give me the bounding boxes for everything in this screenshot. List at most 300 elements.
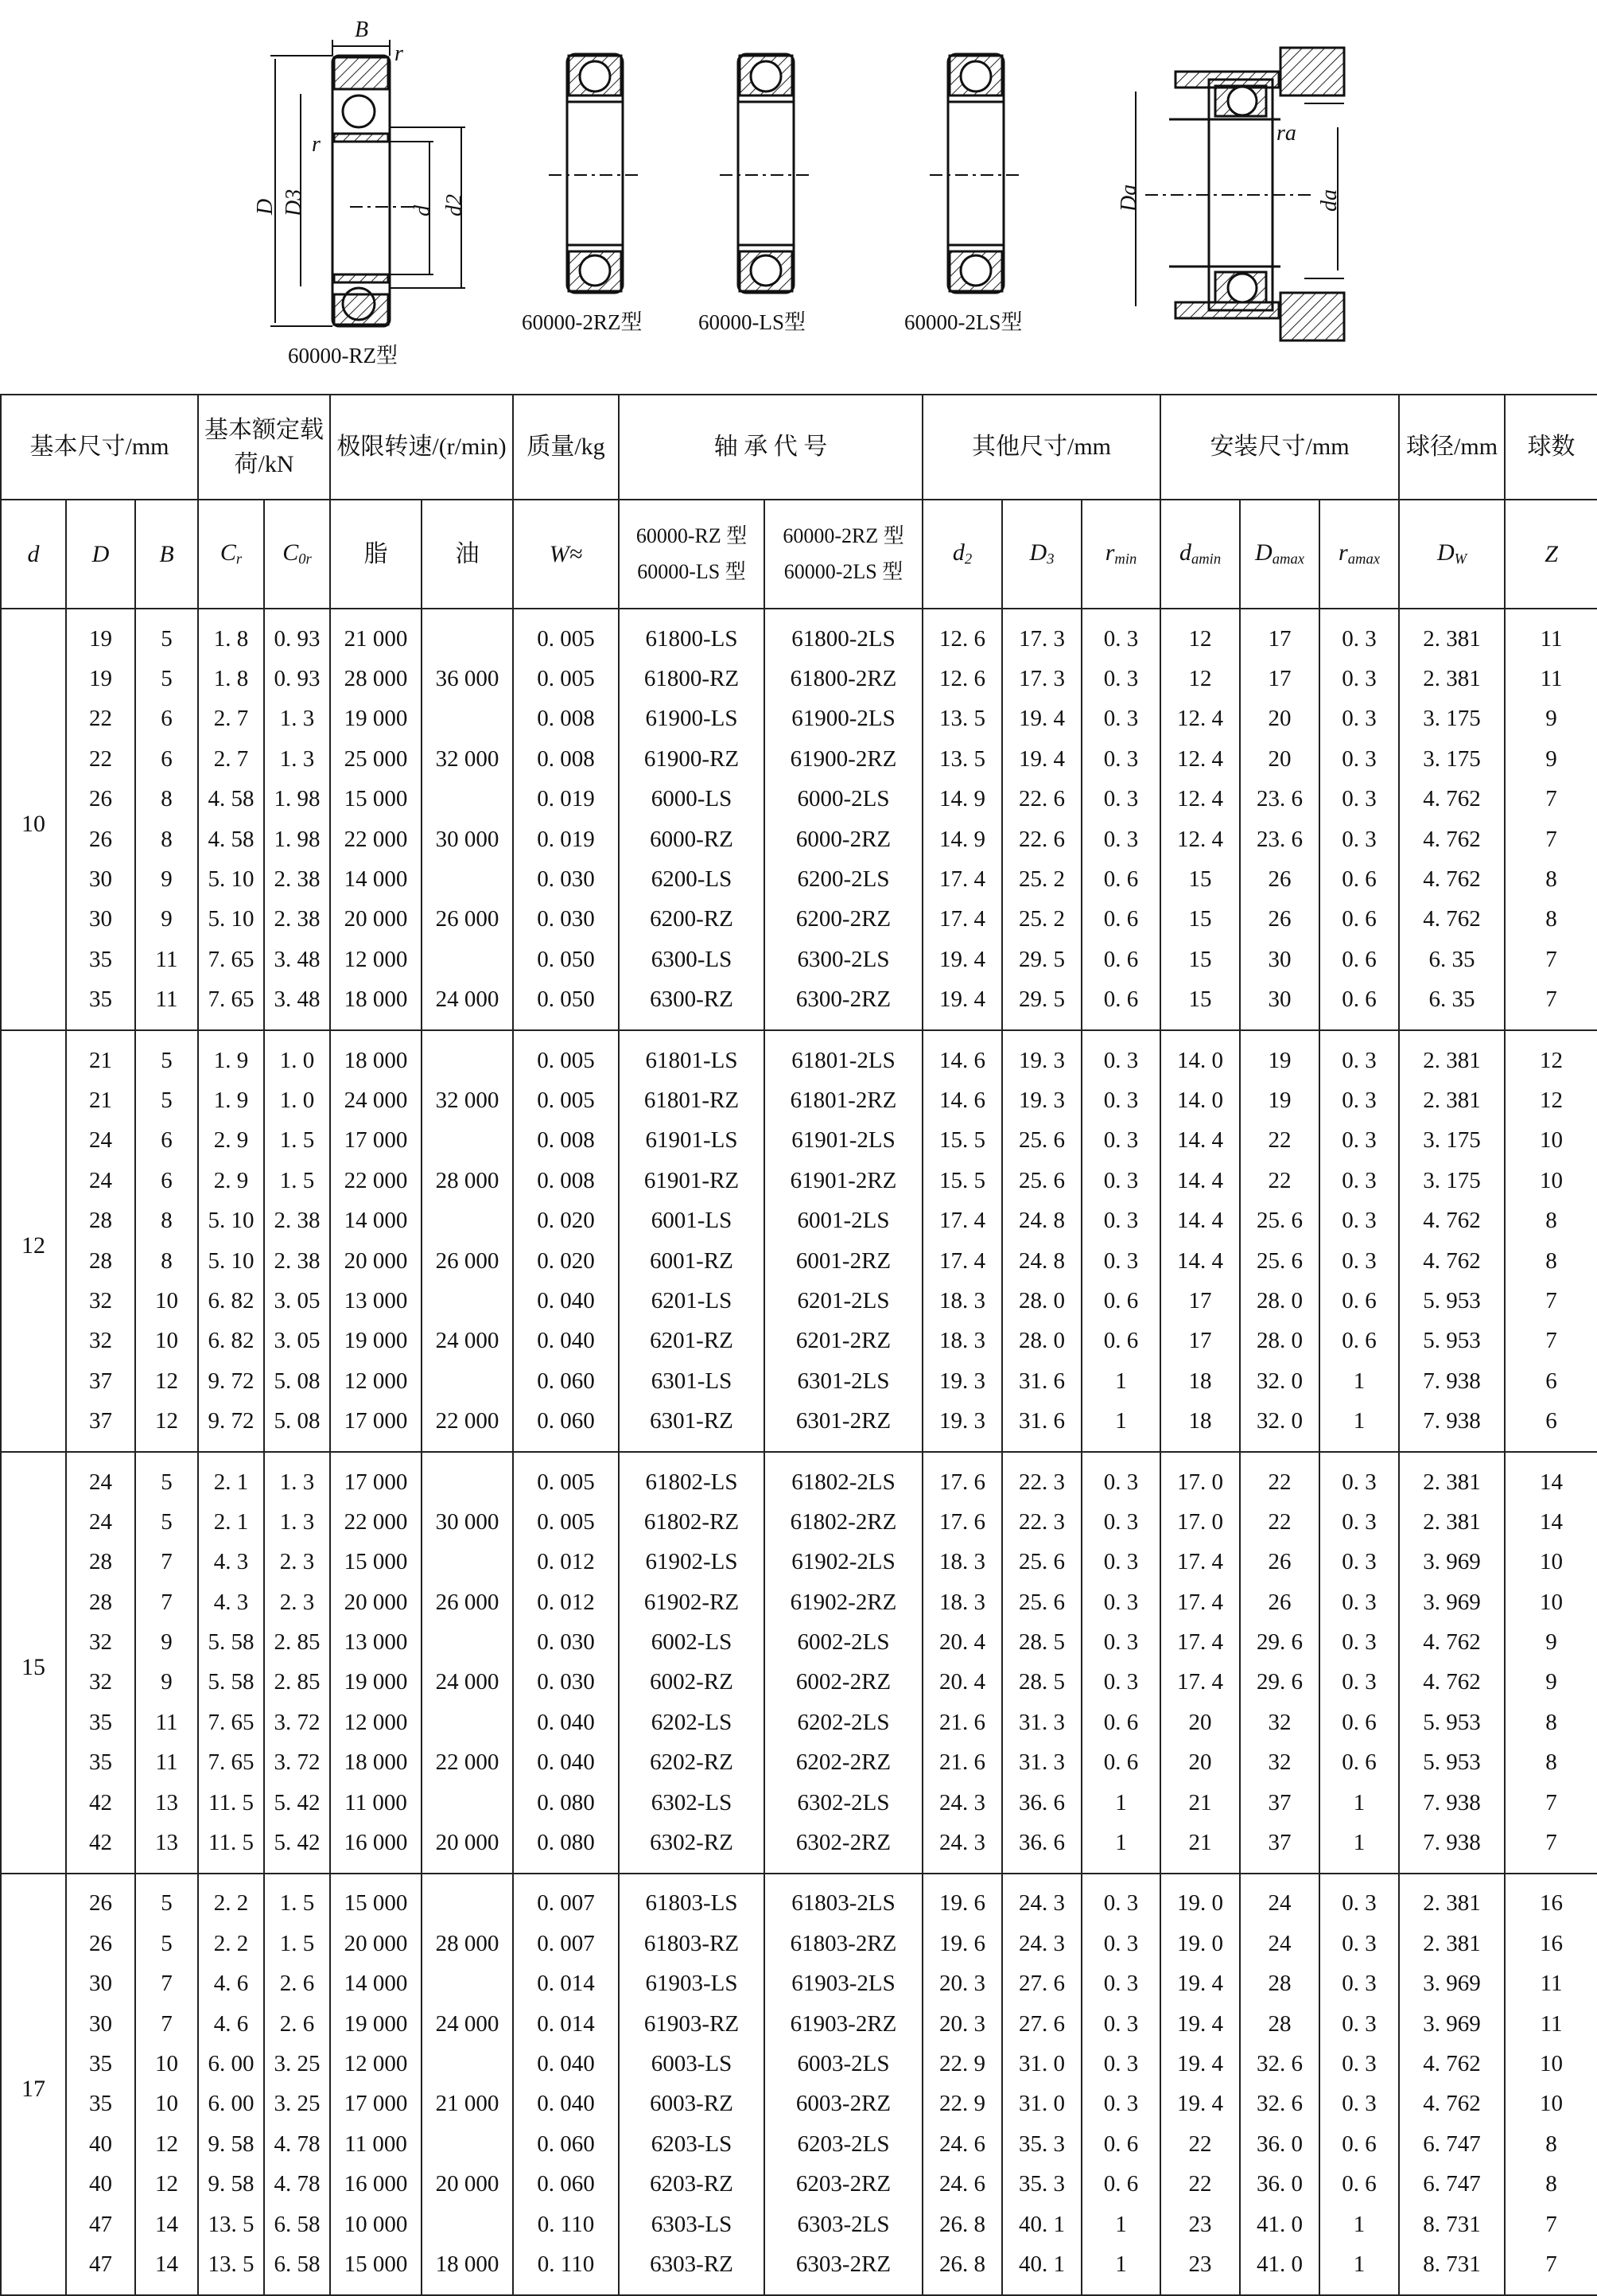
table-cell: 0. 005 [513,659,619,699]
table-cell: 8 [1505,900,1597,940]
sub-cr: $C_r$ [198,500,264,609]
table-cell: 7 [1505,1783,1597,1823]
table-cell [422,859,513,899]
table-cell: 12 [1160,609,1240,659]
table-cell: 18 [1160,1361,1240,1401]
table-cell: 61903-LS [619,1964,764,2004]
table-cell: 19. 4 [923,940,1002,979]
table-cell: 0. 040 [513,2084,619,2124]
table-cell: 0. 3 [1082,1622,1160,1662]
table-cell: 1. 98 [264,819,330,859]
table-cell: 28. 5 [1002,1622,1082,1662]
table-cell: 4. 762 [1399,1201,1505,1240]
table-cell [422,1030,513,1080]
table-cell: 40. 1 [1002,2205,1082,2244]
table-cell: 10 [135,1281,198,1321]
table-cell: 28 000 [330,659,422,699]
table-cell: 28 000 [422,1924,513,1963]
table-cell: 18 000 [330,980,422,1030]
table-cell: 12. 4 [1160,819,1240,859]
table-cell: 0. 3 [1319,1663,1399,1703]
table-cell: 5. 42 [264,1823,330,1873]
table-cell: 6200-2LS [764,859,923,899]
table-cell: 4. 58 [198,780,264,819]
table-cell: 19 [1240,1030,1319,1080]
table-cell: 0. 3 [1319,2044,1399,2084]
table-cell: 6303-RZ [619,2244,764,2294]
table-cell: 19 000 [330,699,422,739]
label-da-big: Da [1117,184,1141,212]
table-cell: 12 000 [330,2044,422,2084]
table-cell: 1. 5 [264,1924,330,1963]
table-cell: 8 [1505,1743,1597,1783]
table-cell: 1 [1082,1823,1160,1873]
table-cell: 0. 3 [1319,1543,1399,1582]
table-cell: 19 [66,609,135,659]
table-cell: 2. 7 [198,699,264,739]
sub-d: d [1,500,66,609]
table-cell: 61900-2RZ [764,739,923,779]
table-cell: 0. 3 [1319,1201,1399,1240]
table-cell: 6000-2LS [764,780,923,819]
table-cell: 31. 6 [1002,1401,1082,1451]
table-cell: 47 [66,2205,135,2244]
table-cell: 22 [1240,1502,1319,1542]
table-cell: 0. 060 [513,2164,619,2204]
table-cell: 22 [66,699,135,739]
table-cell: 18. 3 [923,1543,1002,1582]
table-cell: 0. 3 [1082,699,1160,739]
table-cell: 0. 3 [1082,2044,1160,2084]
sub-code-2: 60000-2RZ 型 60000-2LS 型 [764,500,923,609]
table-row [1,659,1597,699]
sub-dw: $D_W$ [1399,500,1505,609]
table-cell: 0. 3 [1082,739,1160,779]
table-cell: 24. 8 [1002,1201,1082,1240]
table-row [1,1823,1597,1873]
table-cell: 0. 3 [1082,1452,1160,1502]
table-cell: 10 [135,1321,198,1361]
table-cell: 14. 0 [1160,1080,1240,1120]
table-cell: 14 [135,2205,198,2244]
cell-bore-d: 10 [1,609,66,1030]
table-cell: 22. 3 [1002,1452,1082,1502]
table-cell: 6202-2LS [764,1703,923,1742]
table-row [1,1543,1597,1582]
table-cell: 5 [135,609,198,659]
table-cell: 1. 5 [264,1161,330,1201]
table-cell: 6300-RZ [619,980,764,1030]
table-cell: 7. 65 [198,1703,264,1742]
header-load-rating: 基本额定载荷/kN [198,395,330,500]
table-cell: 6001-2LS [764,1201,923,1240]
table-cell: 20 000 [330,1582,422,1622]
table-cell: 7 [1505,940,1597,979]
table-cell: 29. 5 [1002,940,1082,979]
table-cell: 6201-RZ [619,1321,764,1361]
table-cell: 0. 007 [513,1924,619,1963]
table-cell: 32 000 [422,739,513,779]
table-cell: 61900-LS [619,699,764,739]
table-cell: 6203-2RZ [764,2164,923,2204]
table-cell: 18. 3 [923,1281,1002,1321]
table-cell: 6300-2RZ [764,980,923,1030]
table-cell: 5 [135,1874,198,1924]
table-cell: 0. 3 [1319,1241,1399,1281]
table-cell: 0. 020 [513,1241,619,1281]
table-cell: 37 [1240,1823,1319,1873]
table-cell: 0. 020 [513,1201,619,1240]
header-speed-limit: 极限转速/(r/min) [330,395,513,500]
table-cell: 0. 005 [513,1502,619,1542]
table-cell: 19. 4 [923,980,1002,1030]
table-cell: 11 [1505,2004,1597,2044]
table-cell: 42 [66,1783,135,1823]
table-cell: 1. 3 [264,699,330,739]
table-cell: 5 [135,1030,198,1080]
table-cell: 8 [1505,859,1597,899]
table-cell [422,2205,513,2244]
table-cell: 3. 175 [1399,699,1505,739]
table-cell: 19. 4 [1160,2004,1240,2044]
table-cell: 7. 938 [1399,1361,1505,1401]
table-cell: 20 [1160,1703,1240,1742]
table-cell: 32 [66,1321,135,1361]
table-cell [422,780,513,819]
table-cell: 1 [1082,2205,1160,2244]
table-cell: 0. 6 [1082,859,1160,899]
table-cell: 30 [66,900,135,940]
table-cell: 3. 48 [264,940,330,979]
table-cell: 61800-LS [619,609,764,659]
table-cell: 11. 5 [198,1783,264,1823]
table-cell: 0. 3 [1319,1502,1399,1542]
table-cell: 0. 3 [1319,1080,1399,1120]
table-cell [422,1964,513,2004]
table-cell: 3. 969 [1399,1964,1505,2004]
table-cell: 2. 9 [198,1161,264,1201]
table-cell: 61801-2RZ [764,1080,923,1120]
table-row [1,609,1597,659]
table-cell: 5 [135,1452,198,1502]
table-cell: 14 000 [330,1964,422,2004]
table-cell: 1. 8 [198,609,264,659]
table-cell: 9 [135,900,198,940]
table-row [1,1582,1597,1622]
table-cell: 24. 3 [923,1783,1002,1823]
table-cell: 9 [1505,739,1597,779]
table-cell: 0. 6 [1319,859,1399,899]
table-cell: 2. 381 [1399,1030,1505,1080]
table-cell: 6300-2LS [764,940,923,979]
table-cell: 6. 00 [198,2044,264,2084]
table-cell: 5. 10 [198,859,264,899]
table-cell: 15 [1160,940,1240,979]
table-cell: 0. 040 [513,1321,619,1361]
table-cell: 20. 4 [923,1622,1002,1662]
table-cell: 7 [135,1964,198,2004]
table-cell: 0. 014 [513,2004,619,2044]
table-cell: 32 [66,1281,135,1321]
table-cell: 9 [1505,1663,1597,1703]
table-cell: 12 [1160,659,1240,699]
table-cell: 7 [135,2004,198,2044]
table-cell [422,2124,513,2164]
table-cell: 25. 6 [1240,1201,1319,1240]
caption-rz: 60000-RZ型 [288,344,398,368]
table-cell: 2. 38 [264,859,330,899]
label-r-top: r [394,41,403,66]
table-cell: 61800-2RZ [764,659,923,699]
table-cell: 5 [135,659,198,699]
table-cell: 0. 6 [1319,1281,1399,1321]
table-cell: 9. 58 [198,2124,264,2164]
table-cell: 6302-RZ [619,1823,764,1873]
table-cell: 29. 5 [1002,980,1082,1030]
header-basic-size: 基本尺寸/mm [1,395,198,500]
table-cell: 12. 4 [1160,699,1240,739]
table-cell: 14 [135,2244,198,2294]
table-cell: 0. 040 [513,1281,619,1321]
table-cell: 6. 35 [1399,940,1505,979]
table-cell: 7 [1505,1823,1597,1873]
table-cell: 25. 6 [1002,1543,1082,1582]
table-cell: 6002-LS [619,1622,764,1662]
table-cell: 24 000 [422,1321,513,1361]
sub-rmin: $r_{min}$ [1082,500,1160,609]
label-r-side: r [312,132,321,157]
table-cell: 61803-2RZ [764,1924,923,1963]
group-d-12 [1,1030,1597,1452]
table-cell: 12. 4 [1160,780,1240,819]
table-cell: 31. 3 [1002,1703,1082,1742]
table-cell: 61802-2RZ [764,1502,923,1542]
table-cell: 2. 7 [198,739,264,779]
table-cell: 6000-LS [619,780,764,819]
sub-b: B [135,500,198,609]
table-cell: 0. 6 [1082,900,1160,940]
table-cell: 22 000 [422,1743,513,1783]
table-cell: 5. 58 [198,1663,264,1703]
table-cell [422,1874,513,1924]
table-cell: 15 000 [330,1874,422,1924]
table-cell: 17. 6 [923,1502,1002,1542]
table-cell: 31. 0 [1002,2044,1082,2084]
table-cell: 0. 6 [1319,940,1399,979]
table-cell: 32 [66,1663,135,1703]
table-cell [422,2044,513,2084]
table-cell: 22. 3 [1002,1502,1082,1542]
table-cell: 0. 3 [1082,1080,1160,1120]
label-da-small: da [1317,189,1342,212]
table-cell: 27. 6 [1002,1964,1082,2004]
table-cell: 26 [66,1924,135,1963]
table-cell: 1. 5 [264,1874,330,1924]
header-bearing-code: 轴 承 代 号 [619,395,923,500]
table-cell: 28 [66,1582,135,1622]
table-cell: 17 000 [330,1401,422,1451]
sub-oil: 油 [422,500,513,609]
table-cell: 0. 110 [513,2244,619,2294]
table-cell: 0. 6 [1319,1321,1399,1361]
table-cell: 26 [66,819,135,859]
table-cell: 6303-2RZ [764,2244,923,2294]
table-cell: 6203-LS [619,2124,764,2164]
table-cell: 6001-RZ [619,1241,764,1281]
table-cell: 14 [1505,1452,1597,1502]
table-cell: 0. 6 [1319,2164,1399,2204]
table-cell: 11 [135,1703,198,1742]
table-cell: 21. 6 [923,1703,1002,1742]
table-cell: 7 [1505,980,1597,1030]
table-cell: 5. 10 [198,1241,264,1281]
table-cell [422,1543,513,1582]
table-row [1,1241,1597,1281]
figure-60000-ls [720,54,812,293]
table-row [1,980,1597,1030]
table-cell: 17. 3 [1002,659,1082,699]
table-cell [422,1783,513,1823]
table-row [1,1924,1597,1963]
table-cell: 28. 0 [1240,1281,1319,1321]
table-cell [422,1622,513,1662]
table-cell: 8. 731 [1399,2205,1505,2244]
table-cell: 12 000 [330,1703,422,1742]
table-cell: 22. 6 [1002,780,1082,819]
table-cell: 14. 4 [1160,1161,1240,1201]
table-cell: 2. 2 [198,1924,264,1963]
table-cell: 28. 0 [1002,1321,1082,1361]
table-cell: 15 000 [330,2244,422,2294]
table-row [1,819,1597,859]
header-ball-dia: 球径/mm [1399,395,1505,500]
table-cell: 6203-2LS [764,2124,923,2164]
table-cell: 6302-2RZ [764,1823,923,1873]
table-cell: 0. 6 [1082,2124,1160,2164]
label-b: B [355,18,369,42]
table-cell: 24. 6 [923,2164,1002,2204]
table-cell: 22 000 [330,819,422,859]
table-cell: 5. 10 [198,900,264,940]
table-cell [422,1201,513,1240]
table-cell: 36 000 [422,659,513,699]
table-cell: 28. 0 [1002,1281,1082,1321]
table-cell: 20 000 [422,2164,513,2204]
table-cell: 6003-LS [619,2044,764,2084]
table-cell: 0. 3 [1082,2084,1160,2124]
table-cell: 6003-RZ [619,2084,764,2124]
label-big-d: D [253,198,278,215]
table-cell: 14 000 [330,859,422,899]
table-cell: 35 [66,2044,135,2084]
table-cell: 0. 110 [513,2205,619,2244]
table-cell: 3. 72 [264,1703,330,1742]
table-cell: 14. 6 [923,1030,1002,1080]
table-cell: 26 [1240,900,1319,940]
table-cell: 40. 1 [1002,2244,1082,2294]
table-cell: 4. 762 [1399,2044,1505,2084]
table-cell: 0. 019 [513,780,619,819]
table-cell: 4. 762 [1399,1241,1505,1281]
table-cell: 32. 0 [1240,1361,1319,1401]
table-cell: 0. 93 [264,609,330,659]
table-cell: 9. 72 [198,1401,264,1451]
table-cell: 6200-LS [619,859,764,899]
table-cell: 0. 3 [1082,659,1160,699]
table-cell: 0. 6 [1082,1703,1160,1742]
table-cell: 0. 6 [1082,2164,1160,2204]
table-cell: 0. 019 [513,819,619,859]
table-cell: 6001-2RZ [764,1241,923,1281]
table-row [1,1201,1597,1240]
table-cell: 0. 040 [513,1703,619,1742]
table-cell: 4. 3 [198,1543,264,1582]
table-cell: 4. 6 [198,1964,264,2004]
table-cell: 1. 98 [264,780,330,819]
table-cell: 11 [1505,659,1597,699]
table-cell: 17 [1160,1281,1240,1321]
table-cell: 0. 3 [1319,1582,1399,1622]
table-cell: 0. 007 [513,1874,619,1924]
table-cell: 6003-2LS [764,2044,923,2084]
table-cell: 23. 6 [1240,819,1319,859]
table-cell: 22. 9 [923,2084,1002,2124]
table-cell: 6 [1505,1401,1597,1451]
table-cell: 7 [1505,1281,1597,1321]
figure-installation [1136,48,1344,341]
table-cell: 5. 953 [1399,1321,1505,1361]
table-cell: 24. 3 [923,1823,1002,1873]
table-cell: 12 [1505,1030,1597,1080]
table-cell: 26 [1240,1543,1319,1582]
table-cell: 5. 953 [1399,1281,1505,1321]
table-cell: 41. 0 [1240,2205,1319,2244]
table-cell: 5. 08 [264,1361,330,1401]
table-cell: 9 [1505,699,1597,739]
header-install-size: 安装尺寸/mm [1160,395,1399,500]
table-cell: 0. 3 [1082,609,1160,659]
table-cell: 13 000 [330,1281,422,1321]
table-cell: 2. 381 [1399,1924,1505,1963]
table-cell: 0. 3 [1319,1452,1399,1502]
cell-bore-d: 12 [1,1030,66,1452]
table-cell: 17. 3 [1002,609,1082,659]
table-cell: 12. 6 [923,609,1002,659]
table-cell: 0. 3 [1082,1201,1160,1240]
table-cell: 61802-2LS [764,1452,923,1502]
table-cell: 6000-RZ [619,819,764,859]
table-cell: 7. 65 [198,1743,264,1783]
table-cell: 0. 040 [513,2044,619,2084]
table-cell: 21 [1160,1783,1240,1823]
table-cell: 16 000 [330,1823,422,1873]
table-cell: 40 [66,2164,135,2204]
table-cell: 30 [66,2004,135,2044]
table-cell: 18. 3 [923,1321,1002,1361]
table-cell: 32. 0 [1240,1401,1319,1451]
table-cell: 0. 3 [1319,1030,1399,1080]
table-cell: 0. 6 [1082,1281,1160,1321]
table-cell: 15. 5 [923,1161,1002,1201]
table-cell: 2. 3 [264,1582,330,1622]
table-cell: 17. 0 [1160,1502,1240,1542]
table-cell: 25. 2 [1002,900,1082,940]
table-cell: 14. 0 [1160,1030,1240,1080]
table-cell: 17. 4 [923,900,1002,940]
table-cell: 0. 3 [1082,2004,1160,2044]
table-cell: 19. 3 [923,1401,1002,1451]
table-cell: 1. 3 [264,1452,330,1502]
